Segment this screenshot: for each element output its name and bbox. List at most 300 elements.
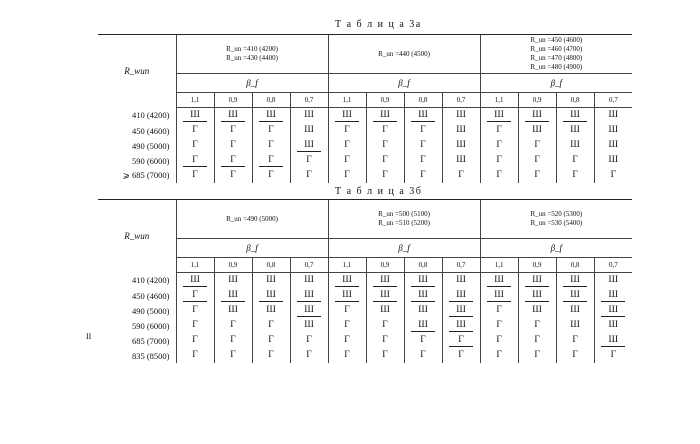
table-cell: [556, 123, 594, 138]
table-row: [98, 108, 632, 124]
table-cell: [404, 333, 442, 348]
table-cell: [290, 333, 328, 348]
table-cell: [214, 123, 252, 138]
table-cell: [176, 333, 214, 348]
cell-value: Ш: [525, 290, 549, 302]
cell-value: Г: [420, 350, 426, 360]
column-label: 0,7: [290, 93, 328, 108]
cell-value: Ш: [266, 275, 276, 285]
group-header: [480, 35, 632, 74]
table-cell: [252, 288, 290, 303]
cell-value: Ш: [297, 305, 321, 317]
table-cell: [404, 153, 442, 168]
table-cell: [366, 138, 404, 153]
cell-value: Г: [268, 335, 274, 345]
group-header-line: R_un =450 (4600): [530, 36, 583, 44]
table-cell: [518, 303, 556, 318]
column-label: 0,9: [366, 258, 404, 273]
cell-value: Г: [183, 155, 207, 167]
table-cell: [404, 138, 442, 153]
row-label: 450 (4600): [131, 290, 170, 301]
cell-value: Г: [344, 305, 350, 315]
cell-value: Ш: [570, 305, 580, 315]
table-cell: [556, 153, 594, 168]
table-3a-caption: Т а б л и ц а 3а: [335, 19, 422, 30]
cell-value: Г: [496, 170, 502, 180]
cell-value: Ш: [456, 275, 466, 285]
column-label: 1,1: [480, 93, 518, 108]
cell-value: Ш: [563, 275, 587, 287]
table-cell: [328, 288, 366, 303]
cell-value: Г: [268, 350, 274, 360]
cell-value: Ш: [487, 275, 511, 287]
table-cell: [594, 168, 632, 183]
beta-label: β_f: [480, 239, 632, 258]
cell-value: Ш: [335, 110, 359, 122]
table-row: [98, 168, 632, 183]
table-cell: [214, 153, 252, 168]
table-cell: [214, 333, 252, 348]
table-3b-caption: Т а б л и ц а 3б: [335, 186, 423, 197]
cell-value: Г: [306, 170, 312, 180]
cell-value: Г: [183, 290, 207, 302]
cell-value: Г: [268, 125, 274, 135]
column-label: 0,7: [442, 258, 480, 273]
table-cell: [290, 138, 328, 153]
table-cell: [252, 333, 290, 348]
table-cell: [518, 333, 556, 348]
table-cell: [366, 318, 404, 333]
column-label: 0,7: [290, 258, 328, 273]
table-cell: [176, 138, 214, 153]
cell-value: Г: [382, 335, 388, 345]
cell-value: Г: [496, 125, 502, 135]
row-header: R_wun: [98, 200, 176, 273]
group-header-line: R_un =410 (4200): [226, 45, 278, 53]
group-header-line: R_un =510 (5200): [378, 219, 430, 227]
column-label: 0,7: [594, 93, 632, 108]
row-label: 835 (8500): [131, 350, 170, 361]
column-label: 1,1: [176, 258, 214, 273]
table-cell: [404, 123, 442, 138]
cell-value: Ш: [601, 305, 625, 317]
group-header: [328, 35, 480, 74]
table-cell: [328, 348, 366, 363]
table-cell: [252, 348, 290, 363]
cell-value: Г: [192, 350, 198, 360]
table-cell: [594, 273, 632, 289]
cell-value: Ш: [601, 290, 625, 302]
table-cell: [290, 318, 328, 333]
table-row: [98, 153, 632, 168]
table-cell: [556, 348, 594, 363]
table-cell: [290, 348, 328, 363]
cell-value: Ш: [221, 110, 245, 122]
cell-value: Г: [610, 170, 617, 180]
table-cell: [480, 168, 518, 183]
column-label: 0,8: [556, 258, 594, 273]
table-cell: [290, 108, 328, 124]
cell-value: Г: [268, 170, 274, 180]
cell-value: Г: [534, 140, 540, 150]
table-cell: [480, 108, 518, 124]
table-cell: [518, 288, 556, 303]
table-cell: [252, 273, 290, 289]
table-row: [98, 123, 632, 138]
table-cell: [176, 108, 214, 124]
table-cell: [556, 288, 594, 303]
table-cell: [442, 168, 480, 183]
table-cell: [176, 348, 214, 363]
cell-value: Ш: [411, 290, 435, 302]
cell-value: Ш: [456, 140, 466, 150]
table-cell: [252, 108, 290, 124]
table-cell: [366, 153, 404, 168]
cell-value: Ш: [266, 305, 276, 315]
cell-value: Г: [344, 155, 350, 165]
cell-value: Г: [344, 125, 350, 135]
cell-value: Ш: [297, 140, 321, 152]
table-cell: [252, 138, 290, 153]
group-header-line: R_un =520 (5300): [530, 210, 583, 218]
cell-value: Г: [382, 320, 388, 330]
cell-value: Ш: [411, 320, 435, 332]
cell-value: Г: [572, 155, 578, 165]
table-cell: [442, 273, 480, 289]
cell-value: Г: [306, 335, 312, 345]
cell-value: Ш: [259, 290, 283, 302]
column-label: 0,8: [252, 93, 290, 108]
table-cell: [252, 168, 290, 183]
table-cell: [480, 318, 518, 333]
row-label: 410 (4200): [131, 110, 170, 121]
cell-value: Ш: [570, 140, 580, 150]
table-cell: [518, 123, 556, 138]
cell-value: Г: [458, 350, 464, 360]
table-cell: [328, 123, 366, 138]
table-cell: [480, 153, 518, 168]
cell-value: Ш: [570, 320, 580, 330]
table-cell: [556, 333, 594, 348]
column-label: 0,9: [214, 93, 252, 108]
cell-value: Ш: [608, 110, 619, 120]
cell-value: Ш: [449, 290, 473, 302]
table-cell: [442, 138, 480, 153]
table-cell: [366, 108, 404, 124]
group-header: [176, 35, 328, 74]
table-cell: [328, 138, 366, 153]
table-cell: [290, 123, 328, 138]
table-cell: [556, 318, 594, 333]
cell-value: Г: [230, 350, 236, 360]
table-cell: [328, 333, 366, 348]
table-cell: [442, 318, 480, 333]
cell-value: Ш: [570, 125, 580, 135]
beta-label: β_f: [176, 239, 328, 258]
table-cell: [594, 348, 632, 363]
group-header: [480, 200, 632, 239]
column-label: 1,1: [328, 258, 366, 273]
table-cell: [480, 288, 518, 303]
table-cell: [214, 138, 252, 153]
cell-value: Ш: [608, 320, 619, 330]
column-label: 0,8: [252, 258, 290, 273]
cell-value: Ш: [487, 290, 511, 302]
cell-value: Ш: [456, 110, 466, 120]
table-cell: [594, 138, 632, 153]
cell-value: Ш: [304, 110, 314, 120]
cell-value: Ш: [456, 125, 466, 135]
column-label: 0,8: [404, 93, 442, 108]
table-3a: [98, 34, 632, 183]
table-cell: [404, 348, 442, 363]
table-cell: [176, 303, 214, 318]
cell-value: Ш: [183, 110, 207, 122]
cell-value: Ш: [608, 125, 619, 135]
row-label: 685 (7000): [131, 335, 170, 346]
cell-value: Г: [496, 140, 502, 150]
table-cell: [214, 273, 252, 289]
cell-value: Ш: [456, 155, 466, 165]
beta-label: β_f: [328, 239, 480, 258]
beta-label: β_f: [480, 74, 632, 93]
cell-value: Г: [344, 140, 350, 150]
cell-value: Г: [610, 350, 617, 360]
cell-value: Г: [259, 155, 283, 167]
cell-value: Г: [572, 350, 578, 360]
column-label: 1,1: [480, 258, 518, 273]
table-cell: [518, 168, 556, 183]
cell-value: Ш: [304, 125, 314, 135]
table-3b: [98, 199, 632, 363]
cell-value: Ш: [608, 275, 619, 285]
cell-value: Г: [192, 170, 198, 180]
table-cell: [556, 168, 594, 183]
group-header-line: R_un =530 (5400): [530, 219, 583, 227]
row-header: R_wun: [98, 35, 176, 108]
cell-value: Г: [534, 155, 540, 165]
cell-value: Ш: [449, 305, 473, 317]
table-cell: [252, 123, 290, 138]
column-label: 0,8: [404, 258, 442, 273]
table-cell: [176, 168, 214, 183]
table-cell: [328, 273, 366, 289]
table-cell: [214, 348, 252, 363]
table-cell: [442, 333, 480, 348]
group-header-line: R_un =440 (4500): [378, 49, 430, 58]
beta-label: β_f: [176, 74, 328, 93]
table-cell: [290, 288, 328, 303]
cell-value: Ш: [304, 275, 314, 285]
cell-value: Ш: [335, 290, 359, 302]
cell-value: Г: [496, 350, 502, 360]
group-header: [176, 200, 328, 239]
table-cell: [442, 303, 480, 318]
cell-value: Г: [306, 350, 312, 360]
cell-value: Г: [449, 335, 473, 347]
table-cell: [404, 303, 442, 318]
column-label: 0,8: [556, 93, 594, 108]
table-cell: [214, 108, 252, 124]
cell-value: Г: [382, 125, 388, 135]
cell-value: Г: [192, 125, 198, 135]
cell-value: Г: [496, 155, 502, 165]
table-cell: [328, 153, 366, 168]
table-cell: [176, 123, 214, 138]
cell-value: Г: [420, 140, 426, 150]
cell-value: Ш: [259, 110, 283, 122]
cell-value: Ш: [228, 275, 238, 285]
cell-value: Г: [230, 320, 236, 330]
cell-value: Г: [458, 170, 464, 180]
table-cell: [214, 303, 252, 318]
cell-value: Ш: [411, 275, 435, 287]
table-cell: [480, 333, 518, 348]
cell-value: Г: [344, 350, 350, 360]
cell-value: Г: [496, 320, 502, 330]
cell-value: Ш: [563, 110, 587, 122]
group-header: [328, 200, 480, 239]
row-label: 410 (4200): [131, 275, 170, 286]
table-cell: [176, 153, 214, 168]
cell-value: Ш: [487, 110, 511, 122]
row-label: 590 (6000): [131, 320, 170, 331]
table-cell: [594, 318, 632, 333]
cell-value: Г: [534, 170, 540, 180]
table-cell: [442, 108, 480, 124]
table-cell: [556, 108, 594, 124]
cell-value: Ш: [418, 305, 428, 315]
table-row: [98, 348, 632, 363]
table-cell: [594, 288, 632, 303]
cell-value: Г: [420, 155, 426, 165]
cell-value: Г: [192, 320, 198, 330]
table-cell: [290, 273, 328, 289]
row-label: 450 (4600): [131, 125, 170, 136]
table-cell: [594, 153, 632, 168]
cell-value: Ш: [525, 275, 549, 287]
cell-value: Г: [572, 335, 578, 345]
table-cell: [214, 318, 252, 333]
cell-value: Г: [534, 350, 540, 360]
table-row: [98, 138, 632, 153]
cell-value: Г: [420, 170, 426, 180]
cell-value: Ш: [373, 290, 397, 302]
table-cell: [480, 123, 518, 138]
group-header-line: R_un =500 (5100): [378, 210, 430, 218]
cell-value: Г: [192, 140, 198, 150]
table-cell: [366, 333, 404, 348]
column-label: 0,9: [214, 258, 252, 273]
page-side-mark: II: [86, 332, 92, 341]
table-cell: [290, 168, 328, 183]
table-cell: [518, 318, 556, 333]
group-header-line: R_un =430 (4400): [226, 54, 278, 62]
table-cell: [366, 273, 404, 289]
cell-value: Г: [268, 140, 274, 150]
table-cell: [328, 303, 366, 318]
cell-value: Ш: [183, 275, 207, 287]
cell-value: Г: [420, 125, 426, 135]
table-row: [98, 273, 632, 289]
cell-value: Ш: [411, 110, 435, 122]
table-cell: [366, 123, 404, 138]
cell-value: Ш: [608, 155, 619, 165]
table-cell: [518, 108, 556, 124]
table-cell: [442, 153, 480, 168]
table-cell: [556, 273, 594, 289]
cell-value: Г: [230, 335, 236, 345]
cell-value: Г: [344, 170, 350, 180]
table-cell: [518, 273, 556, 289]
cell-value: Ш: [297, 290, 321, 302]
table-row: [98, 303, 632, 318]
cell-value: Ш: [335, 275, 359, 287]
cell-value: Г: [344, 335, 350, 345]
row-label: ⩾ 685 (7000): [122, 170, 170, 180]
group-header-line: R_un =470 (4800): [530, 54, 583, 62]
table-cell: [404, 108, 442, 124]
table-cell: [366, 168, 404, 183]
table-cell: [328, 108, 366, 124]
cell-value: Ш: [304, 320, 314, 330]
column-label: 0,9: [518, 258, 556, 273]
table-cell: [328, 168, 366, 183]
column-label: 0,7: [442, 93, 480, 108]
cell-value: Г: [230, 170, 236, 180]
table-cell: [404, 168, 442, 183]
table-cell: [366, 303, 404, 318]
cell-value: Ш: [563, 290, 587, 302]
table-cell: [328, 318, 366, 333]
cell-value: Г: [496, 305, 502, 315]
table-cell: [252, 303, 290, 318]
table-cell: [480, 303, 518, 318]
column-label: 1,1: [328, 93, 366, 108]
table-cell: [518, 348, 556, 363]
row-label: 490 (5000): [131, 305, 170, 316]
table-cell: [404, 318, 442, 333]
table-cell: [290, 153, 328, 168]
group-header-line: R_un =460 (4700): [530, 45, 583, 53]
cell-value: Г: [572, 170, 578, 180]
cell-value: Г: [306, 155, 312, 165]
table-cell: [594, 123, 632, 138]
table-cell: [518, 153, 556, 168]
cell-value: Г: [230, 140, 236, 150]
table-cell: [176, 318, 214, 333]
table-cell: [480, 273, 518, 289]
cell-value: Г: [420, 335, 426, 345]
cell-value: Г: [192, 305, 198, 315]
group-header-line: R_un =480 (4900): [530, 63, 583, 71]
cell-value: Г: [192, 335, 198, 345]
cell-value: Г: [534, 320, 540, 330]
cell-value: Ш: [380, 305, 390, 315]
table-cell: [594, 108, 632, 124]
cell-value: Г: [221, 155, 245, 167]
table-cell: [556, 138, 594, 153]
table-cell: [176, 288, 214, 303]
cell-value: Ш: [373, 110, 397, 122]
table-cell: [594, 303, 632, 318]
row-label: 590 (6000): [131, 155, 170, 166]
column-label: 0,9: [366, 93, 404, 108]
table-cell: [404, 273, 442, 289]
table-cell: [480, 138, 518, 153]
table-cell: [480, 348, 518, 363]
cell-value: Ш: [373, 275, 397, 287]
